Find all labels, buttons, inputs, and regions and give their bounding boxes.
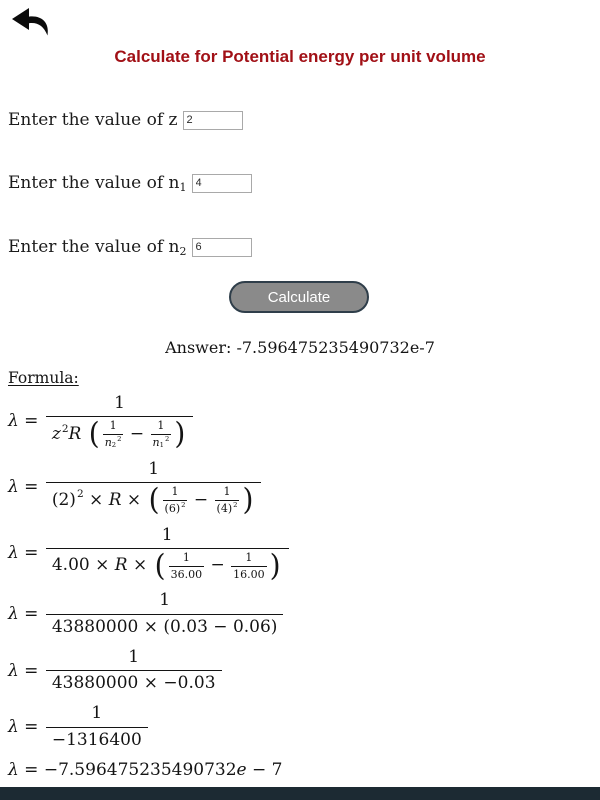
n1-input-label	[8, 173, 187, 193]
n2-input-label	[8, 237, 187, 257]
z-input-label	[8, 110, 178, 130]
calculate-button[interactable]: Calculate	[229, 281, 369, 313]
formula-line-2: λ = 1 (2) 2 × R × ( 1 (6) 2 − 1 (4) 2 )	[8, 459, 592, 516]
n2-label-subscript: 2	[179, 245, 187, 258]
formula-line-5: λ = $\frac{1}{43880000 \times -0.03}$	[8, 647, 592, 695]
formula-list	[8, 393, 592, 789]
back-arrow-icon	[10, 7, 54, 39]
formula-line-6: λ = $\frac{1}{-1316400}$	[8, 703, 592, 751]
formula-line-7: λ = −7.596475235490732 e − 7	[8, 759, 283, 780]
n1-label-text: Enter the value of n	[8, 173, 180, 193]
answer-text: Answer: -7.596475235490732e-7	[165, 338, 435, 357]
system-navigation-bar	[0, 787, 600, 800]
input-row-z	[8, 110, 243, 130]
formula-line-3: λ = 1 4.00 × R × ( $\frac{1}{36.00}$ − $\frac{1}{16.00}$ )	[8, 525, 592, 582]
n1-label-subscript: 1	[179, 181, 187, 194]
input-row-n2	[8, 237, 252, 257]
formula-line-4: λ = $\frac{1}{43880000 \times (0.03 - 0.06)}$	[8, 590, 592, 638]
z-label-text: Enter the value of z	[8, 110, 178, 130]
input-row-n1	[8, 173, 252, 193]
n2-label-text: Enter the value of n	[8, 237, 180, 257]
z-input[interactable]	[183, 111, 243, 130]
formula-heading: Formula:	[8, 369, 79, 387]
back-button[interactable]	[10, 7, 54, 39]
formula-line-1: λ = 1 z 2 R ( 1 n 2 2 − 1 n 1 2 )	[8, 393, 592, 450]
n1-input[interactable]	[192, 174, 252, 193]
page-title: Calculate for Potential energy per unit volume	[114, 47, 486, 66]
n2-input[interactable]	[192, 238, 252, 257]
